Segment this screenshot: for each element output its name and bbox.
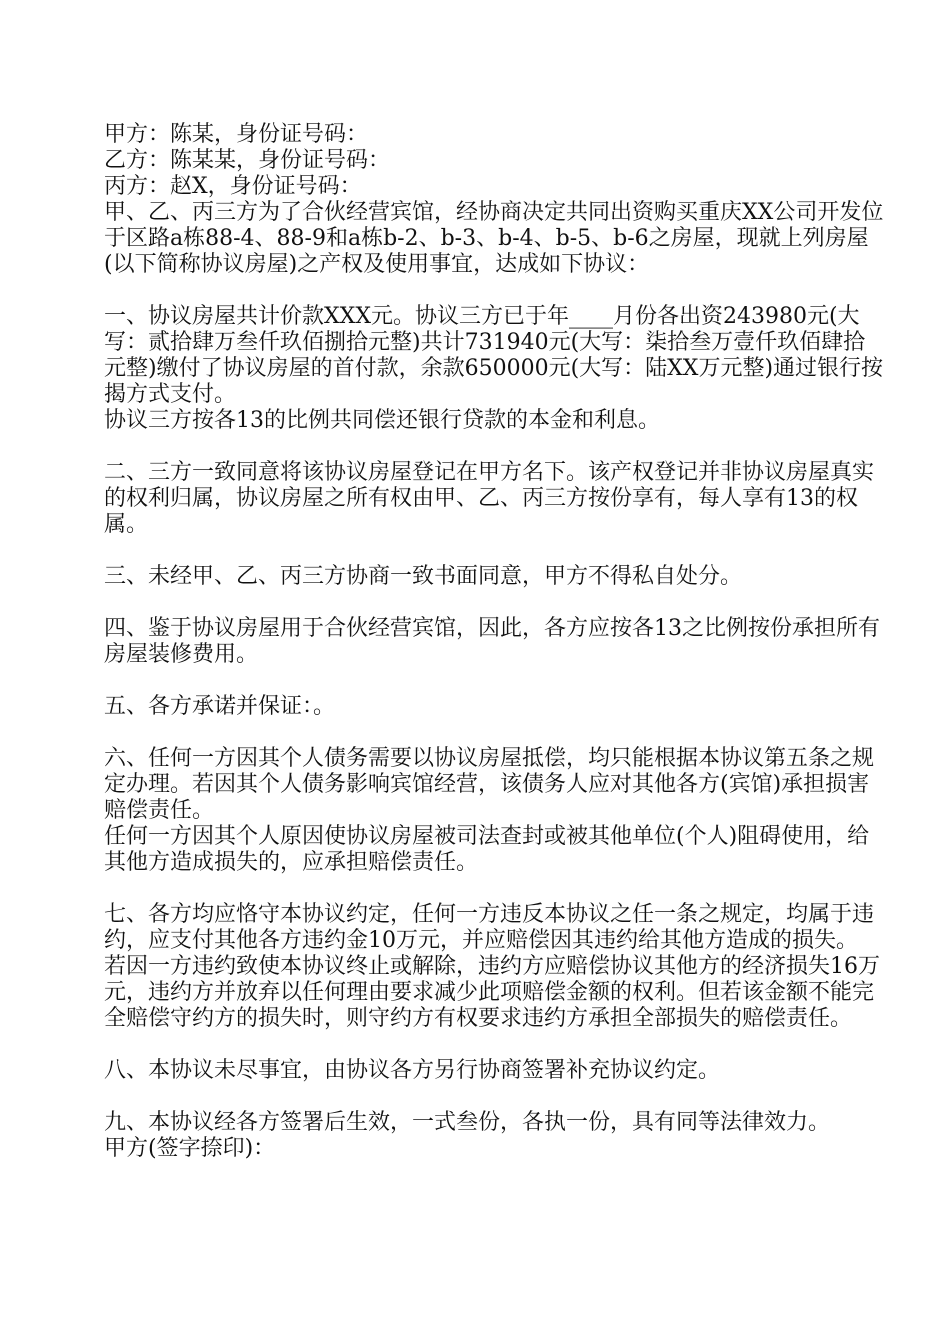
paragraph: 三、未经甲、乙、丙三方协商一致书面同意，甲方不得私自处分。 xyxy=(104,564,743,589)
paragraph: 甲方：陈某，身份证号码： xyxy=(104,122,369,147)
paragraph-spacer xyxy=(104,434,884,460)
paragraph: 二、三方一致同意将该协议房屋登记在甲方名下。该产权登记并非协议房屋真实的权利归属，协议房屋之所有权由甲、乙、丙三方按份享有，每人享有13的权属。 xyxy=(104,460,875,537)
paragraph: 任何一方因其个人原因使协议房屋被司法查封或被其他单位(个人)阻碍使用，给其他方造成损失的，应承担赔偿责任。 xyxy=(104,824,870,875)
paragraph: 若因一方违约致使本协议终止或解除，违约方应赔偿协议其他方的经济损失16万元，违约方并放弃以任何理由要求减少此项赔偿金额的权利。但若该金额不能完全赔偿守约方的损失时，则守约方有权要求违约方承担全部损失的赔偿责任。 xyxy=(104,954,880,1031)
paragraph: 七、各方均应恪守本协议约定，任何一方违反本协议之任一条之规定，均属于违约，应支付其他各方违约金10万元，并应赔偿因其违约给其他方造成的损失。 xyxy=(104,902,875,953)
paragraph: 六、任何一方因其个人债务需要以协议房屋抵偿，均只能根据本协议第五条之规定办理。若因其个人债务影响宾馆经营，该债务人应对其他各方(宾馆)承担损害赔偿责任。 xyxy=(104,746,875,823)
paragraph: 乙方：陈某某，身份证号码： xyxy=(104,148,391,173)
paragraph: 八、本协议未尽事宜，由协议各方另行协商签署补充协议约定。 xyxy=(104,1058,721,1083)
paragraph: 五、各方承诺并保证：。 xyxy=(104,694,336,719)
paragraph: 九、本协议经各方签署后生效，一式叁份，各执一份，具有同等法律效力。 xyxy=(104,1110,831,1135)
agreement-document xyxy=(104,122,884,1162)
paragraph-spacer xyxy=(104,876,884,902)
paragraph: 一、协议房屋共计价款XXX元。协议三方已于年____月份各出资243980元(大写：贰拾肆万叁仟玖佰捌拾元整)共计731940元(大写：柒拾叁万壹仟玖佰肆拾元整)缴付了协议房屋的首付款，余款650000元(大写：陆XX万元整)通过银行按揭方式支付。 xyxy=(104,304,884,407)
paragraph: 四、鉴于协议房屋用于合伙经营宾馆，因此，各方应按各13之比例按份承担所有房屋装修费用。 xyxy=(104,616,880,667)
paragraph-spacer xyxy=(104,278,884,304)
paragraph: 丙方：赵X，身份证号码： xyxy=(104,174,362,199)
paragraph-spacer xyxy=(104,668,884,694)
paragraph: 协议三方按各13的比例共同偿还银行贷款的本金和利息。 xyxy=(104,408,660,433)
paragraph-spacer xyxy=(104,720,884,746)
paragraph-spacer xyxy=(104,1084,884,1110)
paragraph-spacer xyxy=(104,1032,884,1058)
paragraph-spacer xyxy=(104,538,884,564)
paragraph: 甲方(签字捺印)： xyxy=(104,1136,276,1161)
paragraph-spacer xyxy=(104,590,884,616)
paragraph: 甲、乙、丙三方为了合伙经营宾馆，经协商决定共同出资购买重庆XX公司开发位于区路a栋88-4、88-9和a栋b-2、b-3、b-4、b-5、b-6之房屋，现就上列房屋(以下简称协议房屋)之产权及使用事宜，达成如下协议： xyxy=(104,200,884,277)
